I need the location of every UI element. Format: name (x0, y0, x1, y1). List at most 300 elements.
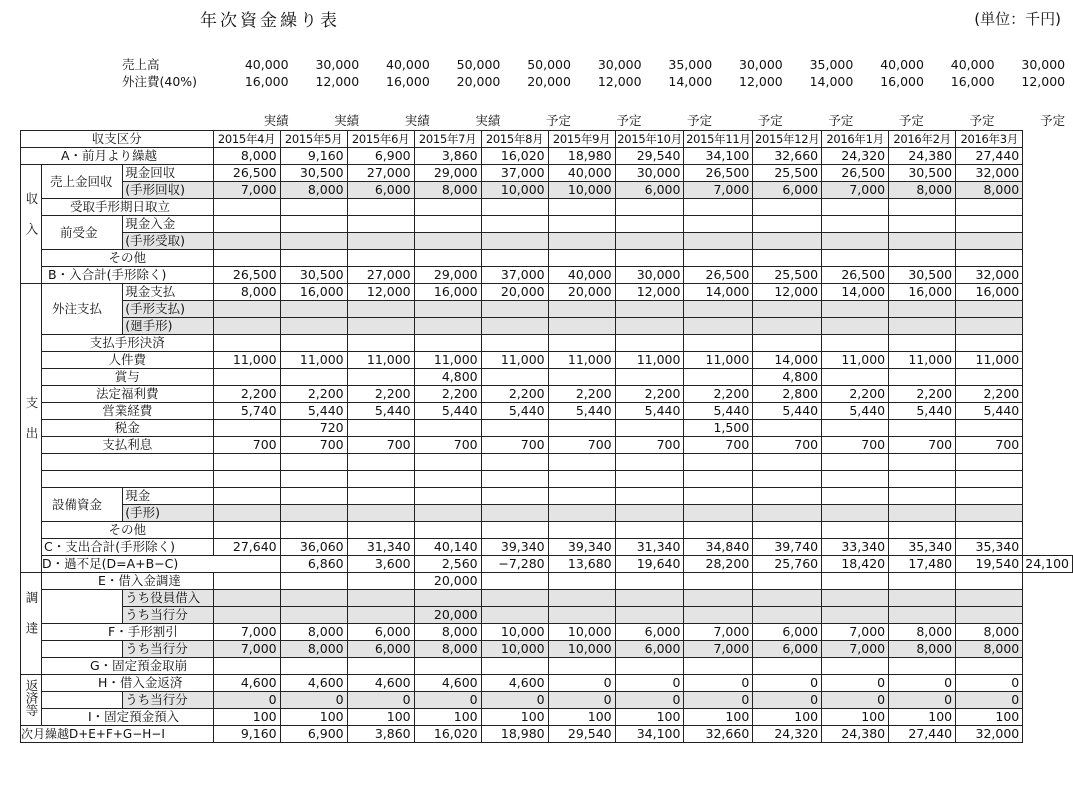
month-header: 2015年9月 (548, 131, 615, 148)
value-cell: 40,000 (548, 165, 615, 182)
value-cell (347, 335, 414, 352)
borrow-row (21, 573, 1073, 590)
value-cell (213, 301, 280, 318)
value-cell (347, 420, 414, 437)
value-cell: 700 (615, 437, 684, 454)
sales-value: 30,000 (739, 57, 783, 72)
value-cell (548, 301, 615, 318)
value-cell (481, 522, 548, 539)
row-label: A・前月より繰越 (21, 148, 214, 165)
value-cell (956, 505, 1023, 522)
side-label-repay (21, 675, 42, 726)
value-cell: 20,000 (414, 573, 481, 590)
value-cell: 6,000 (753, 624, 822, 641)
value-cell (414, 216, 481, 233)
value-cell (753, 233, 822, 250)
value-cell (956, 471, 1023, 488)
value-cell (548, 488, 615, 505)
header-label: 収支区分 (21, 131, 214, 148)
value-cell: 11,000 (414, 352, 481, 369)
row-label: 営業経費 (42, 403, 214, 420)
value-cell: 8,000 (956, 182, 1023, 199)
value-cell (414, 488, 481, 505)
value-cell: 700 (481, 437, 548, 454)
value-cell: 19,540 (956, 556, 1023, 573)
value-cell: 6,000 (615, 641, 684, 658)
value-cell: −7,280 (481, 556, 548, 573)
sales-value: 50,000 (456, 57, 501, 72)
value-cell (615, 505, 684, 522)
value-cell (822, 471, 889, 488)
value-cell: 10,000 (548, 182, 615, 199)
value-cell: 29,000 (414, 165, 481, 182)
value-cell (347, 216, 414, 233)
value-cell: 8,000 (213, 284, 280, 301)
sales-value: 40,000 (880, 57, 924, 72)
value-cell (548, 590, 615, 607)
value-cell: 6,000 (347, 641, 414, 658)
value-cell: 30,500 (889, 165, 956, 182)
value-cell: 14,000 (684, 284, 753, 301)
value-cell (684, 488, 753, 505)
value-cell: 0 (213, 692, 280, 709)
value-cell: 700 (414, 437, 481, 454)
sales-value: 40,000 (386, 57, 430, 72)
value-cell: 9,160 (213, 726, 280, 743)
row-label: 法定福利費 (42, 386, 214, 403)
value-cell (414, 471, 481, 488)
value-cell: 7,000 (213, 624, 280, 641)
value-cell: 40,000 (548, 267, 615, 284)
value-cell (822, 522, 889, 539)
value-cell (347, 522, 414, 539)
value-cell: 5,440 (280, 403, 347, 420)
value-cell: 8,000 (414, 182, 481, 199)
month-header: 2015年7月 (414, 131, 481, 148)
value-cell (615, 454, 684, 471)
value-cell: 7,000 (213, 182, 280, 199)
sales-label: 売上高 (122, 57, 160, 72)
value-cell: 5,440 (753, 403, 822, 420)
row-label: 次月繰越D+E+F+G−H−I (21, 726, 214, 743)
value-cell (889, 301, 956, 318)
value-cell (213, 233, 280, 250)
value-cell (889, 318, 956, 335)
outsourcing-value: 12,000 (1021, 74, 1066, 89)
value-cell: 10,000 (481, 624, 548, 641)
value-cell: 700 (889, 437, 956, 454)
value-cell: 2,200 (684, 386, 753, 403)
value-cell (753, 573, 822, 590)
row-label: うち当行分 (123, 692, 213, 709)
value-cell: 100 (280, 709, 347, 726)
side-repay-text: 返済等 (24, 679, 39, 717)
value-cell: 0 (548, 692, 615, 709)
value-cell (280, 522, 347, 539)
cashflow-table (20, 130, 1073, 743)
value-cell: 2,800 (753, 386, 822, 403)
value-cell: 100 (481, 709, 548, 726)
value-cell: 8,000 (956, 624, 1023, 641)
value-cell: 4,800 (414, 369, 481, 386)
row-label: うち当行分 (123, 641, 213, 658)
value-cell (822, 301, 889, 318)
value-cell: 26,500 (822, 165, 889, 182)
value-cell: 100 (684, 709, 753, 726)
value-cell (414, 250, 481, 267)
value-cell: 100 (822, 709, 889, 726)
value-cell (684, 301, 753, 318)
value-cell: 6,000 (615, 624, 684, 641)
value-cell (615, 522, 684, 539)
side-funding-text: 調達 (24, 591, 39, 652)
sales-value: 40,000 (950, 57, 995, 72)
value-cell (615, 233, 684, 250)
value-cell (213, 505, 280, 522)
value-cell: 3,860 (414, 148, 481, 165)
value-cell (822, 488, 889, 505)
value-cell (414, 590, 481, 607)
value-cell (956, 318, 1023, 335)
tax-row (21, 420, 1073, 437)
outsourcing-value: 12,000 (597, 74, 642, 89)
value-cell: 30,500 (280, 165, 347, 182)
side-label-income (21, 165, 42, 284)
value-cell (548, 607, 615, 624)
value-cell: 5,440 (347, 403, 414, 420)
value-cell: 700 (684, 437, 753, 454)
out-cash-row (21, 284, 1073, 301)
outsourcing-label: 外注費(40%) (122, 74, 198, 89)
value-cell (889, 335, 956, 352)
note-collect-row (21, 182, 1073, 199)
value-cell: 0 (684, 692, 753, 709)
out-note-row (21, 301, 1073, 318)
value-cell (889, 199, 956, 216)
value-cell: 6,000 (347, 182, 414, 199)
value-cell (615, 335, 684, 352)
side-expense-text: 支出 (24, 395, 39, 457)
value-cell (822, 658, 889, 675)
value-cell (753, 590, 822, 607)
value-cell: 8,000 (956, 641, 1023, 658)
value-cell (213, 318, 280, 335)
value-cell (684, 369, 753, 386)
value-cell: 10,000 (548, 624, 615, 641)
value-cell: 24,100 (1023, 556, 1073, 573)
value-cell (753, 454, 822, 471)
value-cell: 27,440 (889, 726, 956, 743)
value-cell: 5,740 (213, 403, 280, 420)
value-cell: 12,000 (347, 284, 414, 301)
row-label: うち当行分 (123, 607, 213, 624)
value-cell: 30,500 (889, 267, 956, 284)
outsourcing-row (0, 73, 1065, 90)
outsourcing-value: 12,000 (315, 74, 360, 89)
value-cell: 32,000 (956, 165, 1023, 182)
value-cell (347, 454, 414, 471)
value-cell (956, 658, 1023, 675)
value-cell (956, 607, 1023, 624)
value-cell (889, 420, 956, 437)
value-cell: 0 (280, 692, 347, 709)
value-cell (548, 522, 615, 539)
borrow-exec-row (21, 590, 1073, 607)
value-cell (956, 301, 1023, 318)
row-label: I・固定預金預入 (42, 709, 214, 726)
value-cell (615, 301, 684, 318)
repay-cur-row (21, 692, 1073, 709)
value-cell (280, 658, 347, 675)
value-cell (615, 318, 684, 335)
value-cell (213, 335, 280, 352)
value-cell (615, 369, 684, 386)
value-cell (548, 420, 615, 437)
value-cell (753, 216, 822, 233)
value-cell (548, 250, 615, 267)
value-cell: 8,000 (889, 624, 956, 641)
value-cell (481, 573, 548, 590)
month-header: 2016年3月 (956, 131, 1023, 148)
blank-label (42, 692, 123, 709)
advance-note-row (21, 233, 1073, 250)
value-cell: 39,740 (753, 539, 822, 556)
value-cell (822, 335, 889, 352)
value-cell (889, 607, 956, 624)
value-cell (548, 216, 615, 233)
value-cell: 7,000 (822, 182, 889, 199)
value-cell: 27,000 (347, 165, 414, 182)
value-cell: 29,000 (414, 267, 481, 284)
value-cell (280, 318, 347, 335)
value-cell: 33,340 (822, 539, 889, 556)
value-cell (956, 233, 1023, 250)
value-cell: 18,420 (822, 556, 889, 573)
value-cell (414, 658, 481, 675)
value-cell (822, 454, 889, 471)
value-cell (684, 250, 753, 267)
value-cell: 6,860 (280, 556, 347, 573)
value-cell: 7,000 (822, 641, 889, 658)
value-cell: 0 (822, 675, 889, 692)
value-cell (280, 369, 347, 386)
value-cell (213, 420, 280, 437)
row-label: 賞与 (42, 369, 214, 386)
value-cell (280, 335, 347, 352)
note-settle-row (21, 335, 1073, 352)
header-row (21, 131, 1073, 148)
value-cell: 10,000 (548, 641, 615, 658)
value-cell (280, 505, 347, 522)
value-cell (684, 233, 753, 250)
month-header: 2016年2月 (889, 131, 956, 148)
row-label: (廻手形) (123, 318, 213, 335)
value-cell: 36,060 (280, 539, 347, 556)
row-label: 設備資金 (42, 488, 123, 522)
value-cell: 6,000 (753, 641, 822, 658)
row-label: D・過不足(D=A+B−C) (42, 556, 281, 573)
value-cell (956, 590, 1023, 607)
value-cell: 700 (280, 437, 347, 454)
value-cell: 0 (615, 675, 684, 692)
value-cell (889, 250, 956, 267)
value-cell: 10,000 (481, 182, 548, 199)
outsourcing-value: 14,000 (809, 74, 854, 89)
value-cell (481, 335, 548, 352)
value-cell: 5,440 (822, 403, 889, 420)
blank-label (42, 454, 214, 471)
value-cell (889, 369, 956, 386)
value-cell: 6,900 (280, 726, 347, 743)
value-cell (481, 454, 548, 471)
carry-row (21, 148, 1073, 165)
value-cell (753, 335, 822, 352)
value-cell (956, 199, 1023, 216)
value-cell: 2,200 (347, 386, 414, 403)
value-cell (753, 318, 822, 335)
value-cell: 0 (414, 692, 481, 709)
value-cell (684, 522, 753, 539)
value-cell (956, 573, 1023, 590)
value-cell (684, 590, 753, 607)
row-label: その他 (42, 522, 214, 539)
other-in-row (21, 250, 1073, 267)
value-cell: 4,600 (213, 675, 280, 692)
value-cell (684, 335, 753, 352)
row-label: 税金 (42, 420, 214, 437)
value-cell: 31,340 (615, 539, 684, 556)
outsourcing-value: 16,000 (244, 74, 289, 89)
fixed-deposit-row (21, 709, 1073, 726)
status-label: 予定 (616, 113, 642, 128)
value-cell (753, 250, 822, 267)
value-cell: 4,800 (753, 369, 822, 386)
discount-cur-row (21, 641, 1073, 658)
value-cell: 700 (822, 437, 889, 454)
value-cell (481, 233, 548, 250)
value-cell: 28,200 (684, 556, 753, 573)
value-cell: 100 (615, 709, 684, 726)
row-label: 売上金回収 (42, 165, 123, 199)
value-cell: 16,020 (481, 148, 548, 165)
value-cell (615, 488, 684, 505)
value-cell: 100 (753, 709, 822, 726)
row-label: その他 (42, 250, 214, 267)
value-cell: 8,000 (280, 624, 347, 641)
value-cell: 6,000 (347, 624, 414, 641)
row-label: (手形) (123, 505, 213, 522)
value-cell: 7,000 (822, 624, 889, 641)
value-cell: 16,000 (956, 284, 1023, 301)
value-cell (822, 573, 889, 590)
value-cell (213, 369, 280, 386)
value-cell: 100 (956, 709, 1023, 726)
value-cell: 4,600 (414, 675, 481, 692)
value-cell: 27,000 (347, 267, 414, 284)
value-cell (684, 505, 753, 522)
blank-label (42, 641, 123, 658)
value-cell: 5,440 (956, 403, 1023, 420)
value-cell (615, 658, 684, 675)
value-cell: 20,000 (481, 284, 548, 301)
blank-row (21, 471, 1073, 488)
value-cell (280, 233, 347, 250)
value-cell: 9,160 (280, 148, 347, 165)
cash-collect-row (21, 165, 1073, 182)
value-cell (481, 658, 548, 675)
value-cell (347, 607, 414, 624)
value-cell (956, 454, 1023, 471)
borrow-cur-row (21, 607, 1073, 624)
value-cell (822, 318, 889, 335)
value-cell (280, 471, 347, 488)
value-cell (615, 573, 684, 590)
value-cell: 30,000 (615, 267, 684, 284)
value-cell (548, 233, 615, 250)
value-cell: 24,320 (822, 148, 889, 165)
value-cell (414, 505, 481, 522)
status-label: 実績 (404, 113, 430, 128)
value-cell (481, 590, 548, 607)
value-cell: 11,000 (684, 352, 753, 369)
value-cell (280, 454, 347, 471)
value-cell: 20,000 (548, 284, 615, 301)
value-cell (414, 522, 481, 539)
advance-cash-row (21, 216, 1073, 233)
balance-row (21, 556, 1073, 573)
value-cell: 2,200 (615, 386, 684, 403)
value-cell (889, 454, 956, 471)
value-cell: 25,500 (753, 267, 822, 284)
value-cell: 18,980 (481, 726, 548, 743)
value-cell (213, 658, 280, 675)
value-cell: 3,860 (347, 726, 414, 743)
value-cell: 100 (414, 709, 481, 726)
month-header: 2015年4月 (213, 131, 280, 148)
value-cell: 14,000 (753, 352, 822, 369)
value-cell (347, 199, 414, 216)
row-label: 支払利息 (42, 437, 214, 454)
value-cell: 12,000 (615, 284, 684, 301)
value-cell: 11,000 (213, 352, 280, 369)
eq-cash-row (21, 488, 1073, 505)
month-header: 2015年11月 (684, 131, 753, 148)
value-cell (414, 301, 481, 318)
row-label: 現金 (123, 488, 213, 505)
row-label: 現金回収 (123, 165, 213, 182)
blank-label (42, 590, 123, 624)
value-cell: 0 (822, 692, 889, 709)
outsourcing-value: 16,000 (880, 74, 924, 89)
value-cell: 25,760 (753, 556, 822, 573)
value-cell (753, 607, 822, 624)
outsourcing-value: 16,000 (386, 74, 430, 89)
value-cell: 24,380 (822, 726, 889, 743)
value-cell: 3,600 (347, 556, 414, 573)
row-label: うち役員借入 (123, 590, 213, 607)
value-cell: 35,340 (956, 539, 1023, 556)
value-cell (615, 250, 684, 267)
value-cell: 32,000 (956, 726, 1023, 743)
value-cell: 18,980 (548, 148, 615, 165)
value-cell: 30,500 (280, 267, 347, 284)
value-cell: 16,000 (280, 284, 347, 301)
status-label: 予定 (969, 113, 995, 128)
sales-value: 35,000 (668, 57, 713, 72)
month-header: 2015年5月 (280, 131, 347, 148)
value-cell (280, 301, 347, 318)
value-cell (889, 522, 956, 539)
